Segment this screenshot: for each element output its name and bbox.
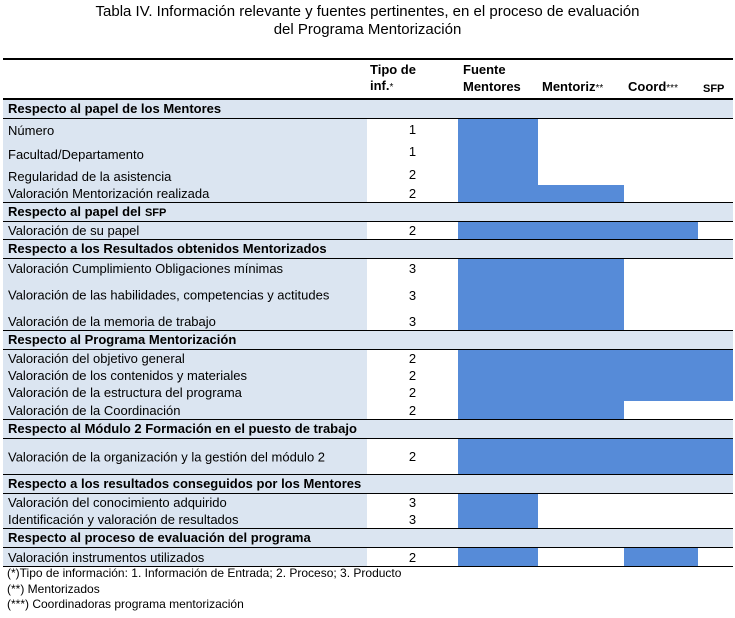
row-label: Número <box>8 123 55 138</box>
source-mentorizados-empty <box>538 163 624 185</box>
source-sfp-empty <box>698 259 733 277</box>
source-sfp-filled <box>698 439 733 474</box>
source-sfp-empty <box>698 119 733 139</box>
source-coordinadoras-empty <box>624 163 698 185</box>
section-title-suffix: SFP <box>144 207 167 219</box>
table-row <box>3 222 733 239</box>
table-row <box>3 494 733 511</box>
source-mentorizados-filled <box>538 384 624 401</box>
row-label-cell <box>3 384 367 401</box>
row-type-value: 2 <box>408 385 417 400</box>
source-coordinadoras-filled <box>624 548 698 566</box>
section-title <box>8 421 357 437</box>
row-label: Valoración instrumentos utilizados <box>8 550 205 565</box>
row-label-cell <box>3 313 367 330</box>
row-label-cell <box>3 439 367 474</box>
source-sfp-empty <box>698 494 733 511</box>
row-type-value: 3 <box>408 495 417 510</box>
row-label: Identificación y valoración de resultados <box>8 512 239 527</box>
source-sfp-empty <box>698 401 733 419</box>
source-mentores-filled <box>458 350 538 367</box>
source-mentores-filled <box>458 259 538 277</box>
section-title-text: Respecto al papel de los Mentores <box>8 101 222 116</box>
source-coordinadoras-empty <box>624 139 698 163</box>
table-title <box>0 3 735 39</box>
row-type-value: 2 <box>408 549 417 565</box>
source-mentorizados-filled <box>538 350 624 367</box>
row-label: Valoración de las habilidades, competencias y actitudes <box>8 287 330 303</box>
row-label-cell <box>3 277 367 313</box>
section-title-text: Respecto al proceso de evaluación del programa <box>8 530 311 545</box>
row-type-value: 2 <box>408 186 417 201</box>
footnote: (**) Mentorizados <box>7 581 100 596</box>
source-mentorizados-empty <box>538 548 624 566</box>
source-mentores-filled <box>458 494 538 511</box>
header-fuente: Fuente <box>463 62 506 77</box>
source-mentorizados-filled <box>538 185 624 202</box>
header-tipo-line2: inf. <box>370 78 390 93</box>
source-mentorizados-filled <box>538 367 624 384</box>
source-mentorizados-empty <box>538 494 624 511</box>
source-mentores-filled <box>458 277 538 313</box>
source-coordinadoras-empty <box>624 259 698 277</box>
table-row <box>3 511 733 528</box>
row-type-value: 2 <box>408 402 417 418</box>
source-sfp-empty <box>698 277 733 313</box>
section-header <box>3 99 733 119</box>
section-title-text: Respecto a los Resultados obtenidos Mentorizados <box>8 241 327 256</box>
header-tipo-line1: Tipo de <box>370 62 416 77</box>
table-row <box>3 350 733 367</box>
table-header <box>3 60 733 99</box>
header-sfp: SFP <box>703 83 725 95</box>
source-sfp-empty <box>698 163 733 185</box>
source-coordinadoras-empty <box>624 277 698 313</box>
row-type-value: 2 <box>408 368 417 383</box>
row-type-value: 3 <box>408 287 417 303</box>
source-mentores-filled <box>458 384 538 401</box>
header-mentoriz <box>542 79 603 97</box>
row-label-cell <box>3 222 367 239</box>
source-mentores-filled <box>458 367 538 384</box>
source-mentorizados-filled <box>538 222 624 239</box>
source-sfp-empty <box>698 185 733 202</box>
source-mentorizados-empty <box>538 119 624 139</box>
table-row <box>3 367 733 384</box>
row-label-cell <box>3 259 367 277</box>
source-coordinadoras-empty <box>624 313 698 330</box>
row-label-cell <box>3 350 367 367</box>
source-coordinadoras-filled <box>624 439 698 474</box>
source-mentores-filled <box>458 139 538 163</box>
source-coordinadoras-empty <box>624 401 698 419</box>
source-mentores-filled <box>458 163 538 185</box>
source-sfp-filled <box>698 367 733 384</box>
header-tipo <box>370 62 416 96</box>
header-mentoriz-mark: ** <box>595 83 604 94</box>
source-coordinadoras-empty <box>624 185 698 202</box>
source-mentores-filled <box>458 185 538 202</box>
header-coord <box>628 79 678 97</box>
source-mentorizados-filled <box>538 259 624 277</box>
section-title-text: Respecto al Programa Mentorización <box>8 332 237 347</box>
row-type-value: 2 <box>408 449 417 464</box>
source-mentores-filled <box>458 439 538 474</box>
header-mentores: Mentores <box>463 79 521 94</box>
row-label: Valoración de la estructura del programa <box>8 385 242 400</box>
source-coordinadoras-filled <box>624 367 698 384</box>
source-mentores-filled <box>458 401 538 419</box>
row-label-cell <box>3 548 367 566</box>
row-label-cell <box>3 185 367 202</box>
row-label-cell <box>3 163 367 185</box>
table-title-line1: Tabla IV. Información relevante y fuentes pertinentes, en el proceso de evaluación <box>95 3 640 20</box>
table-row <box>3 548 733 566</box>
row-type-value: 2 <box>408 223 417 238</box>
section-header <box>3 528 733 548</box>
row-label: Valoración de la Coordinación <box>8 403 181 418</box>
table-row <box>3 139 733 163</box>
row-type-value: 3 <box>408 314 417 329</box>
source-coordinadoras-empty <box>624 511 698 528</box>
row-label: Facultad/Departamento <box>8 147 144 162</box>
source-sfp-empty <box>698 222 733 239</box>
section-title <box>8 530 311 546</box>
section-header <box>3 330 733 350</box>
row-type-value: 1 <box>408 143 417 159</box>
table-row <box>3 163 733 185</box>
table-row <box>3 277 733 313</box>
section-title-text: Respecto al papel del <box>8 204 141 219</box>
table-row <box>3 439 733 474</box>
row-type-value: 3 <box>408 260 417 276</box>
table-row <box>3 259 733 277</box>
source-coordinadoras-filled <box>624 350 698 367</box>
evaluation-table <box>3 58 733 567</box>
footnote: (***) Coordinadoras programa mentorización <box>7 597 244 611</box>
row-label-cell <box>3 494 367 511</box>
row-type-value: 3 <box>408 512 417 527</box>
row-type-value: 1 <box>408 121 417 137</box>
header-coord-label: Coord <box>628 79 667 94</box>
table-row <box>3 119 733 139</box>
source-mentores-filled <box>458 511 538 528</box>
section-header <box>3 474 733 494</box>
row-label: Valoración de la memoria de trabajo <box>8 314 216 329</box>
header-mentoriz-label: Mentoriz <box>542 79 596 94</box>
source-mentores-filled <box>458 548 538 566</box>
header-coord-mark: *** <box>666 83 678 94</box>
source-coordinadoras-empty <box>624 494 698 511</box>
row-label-cell <box>3 119 367 139</box>
source-coordinadoras-empty <box>624 119 698 139</box>
header-tipo-mark: * <box>389 82 394 93</box>
source-mentorizados-filled <box>538 439 624 474</box>
footnotes <box>7 566 401 613</box>
footnote: (*)Tipo de información: 1. Información de Entrada; 2. Proceso; 3. Producto <box>7 566 402 580</box>
source-mentores-filled <box>458 222 538 239</box>
source-sfp-filled <box>698 384 733 401</box>
section-header <box>3 202 733 222</box>
section-title <box>8 332 236 348</box>
section-title-text: Respecto al Módulo 2 Formación en el puesto de trabajo <box>8 421 357 436</box>
table-row <box>3 313 733 330</box>
source-mentorizados-empty <box>538 511 624 528</box>
row-label: Valoración del conocimiento adquirido <box>8 495 227 510</box>
row-label: Valoración del objetivo general <box>8 351 185 366</box>
table-row <box>3 401 733 419</box>
row-label: Valoración Cumplimiento Obligaciones mínimas <box>8 261 284 276</box>
section-title <box>8 241 327 257</box>
table-row <box>3 384 733 401</box>
table-row <box>3 185 733 202</box>
row-label: Valoración Mentorización realizada <box>8 186 210 201</box>
section-header <box>3 419 733 439</box>
row-label: Regularidad de la asistencia <box>8 169 172 184</box>
table-title-line2: del Programa Mentorización <box>273 21 462 38</box>
source-mentorizados-filled <box>538 313 624 330</box>
source-mentorizados-filled <box>538 401 624 419</box>
section-title <box>8 204 166 221</box>
row-label-cell <box>3 367 367 384</box>
section-title <box>8 476 361 492</box>
row-label: Valoración de la organización y la gestión del módulo 2 <box>8 449 326 464</box>
source-coordinadoras-filled <box>624 222 698 239</box>
row-label-cell <box>3 139 367 163</box>
row-label-cell <box>3 401 367 419</box>
source-mentores-filled <box>458 119 538 139</box>
source-sfp-empty <box>698 313 733 330</box>
row-label-cell <box>3 511 367 528</box>
section-header <box>3 239 733 259</box>
source-mentorizados-empty <box>538 139 624 163</box>
source-sfp-empty <box>698 511 733 528</box>
row-type-value: 2 <box>408 351 417 366</box>
header-label-cell <box>3 60 367 98</box>
source-coordinadoras-filled <box>624 384 698 401</box>
row-label: Valoración de su papel <box>8 223 140 238</box>
source-mentorizados-filled <box>538 277 624 313</box>
section-title <box>8 101 221 117</box>
source-sfp-empty <box>698 139 733 163</box>
source-sfp-empty <box>698 548 733 566</box>
source-sfp-filled <box>698 350 733 367</box>
section-title-text: Respecto a los resultados conseguidos por los Mentores <box>8 476 362 491</box>
row-type-value: 2 <box>408 166 417 182</box>
source-mentores-filled <box>458 313 538 330</box>
row-label: Valoración de los contenidos y materiales <box>8 368 247 383</box>
